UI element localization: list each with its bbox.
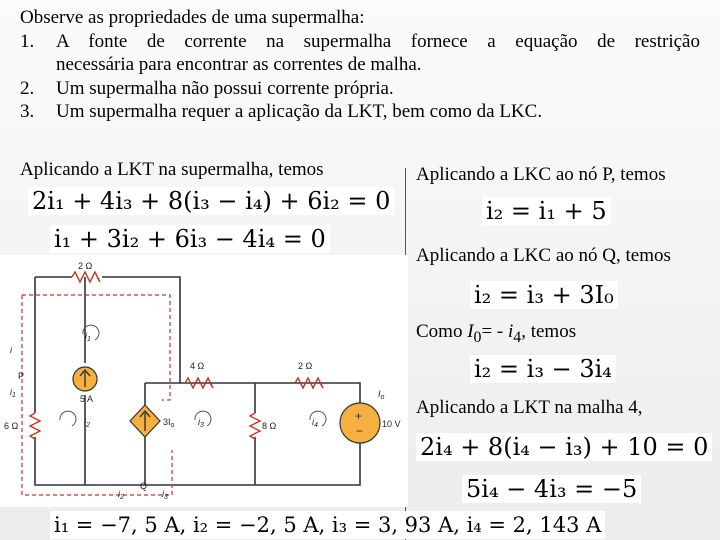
- item-text-cont: necessária para encontrar as correntes de malha.: [56, 54, 422, 75]
- property-item-2: [20, 77, 700, 101]
- label-dep-source: $3I_o$: [163, 417, 175, 429]
- intro-heading: Observe as propriedades de uma supermalha:: [20, 7, 365, 28]
- kcl-node-q-heading: Aplicando a LKC ao nó Q, temos: [416, 245, 671, 266]
- mesh-label-i1: $i_1$: [85, 331, 91, 343]
- kcl-node-q-equation: i₂ = i₃ + 3I₀: [470, 281, 618, 309]
- node-q-label: Q: [140, 481, 148, 491]
- supermesh-equation-1: 2i₁ + 4i₃ + 8(i₃ − i₄) + 6i₂ = 0: [28, 187, 394, 215]
- resistor-left: [30, 413, 40, 439]
- final-currents-result: i₁ = −7, 5 A, i₂ = −2, 5 A, i₃ = 3, 93 A, i₄ = 2, 143 A: [50, 511, 605, 539]
- svg-text:−: −: [356, 424, 364, 438]
- item-text: A fonte de corrente na supermalha fornece a equação de restrição: [56, 30, 700, 52]
- branch-label-i2: $i_2$: [118, 489, 124, 501]
- property-item-3: [20, 100, 700, 124]
- label-r-right-top: 2 Ω: [298, 361, 313, 371]
- resistor-top: [72, 272, 100, 282]
- node-p-label: P: [18, 371, 25, 381]
- label-r-center: 8 Ω: [262, 421, 277, 431]
- intro-section: [20, 6, 700, 124]
- label-10v: 10 V: [382, 419, 401, 429]
- item-number: 2.: [20, 77, 35, 99]
- como-line: Como $I_0= - i_4$, temos: [416, 321, 577, 346]
- property-item-1: [20, 30, 700, 54]
- branch-label-i1: $i_1$: [10, 387, 16, 399]
- mesh4-equation-1: 2i₄ + 8(i₄ − i₃) + 10 = 0: [416, 433, 712, 461]
- label-r-left: 6 Ω: [4, 421, 19, 431]
- current-label-io: $I_o$: [378, 389, 385, 401]
- item-number: 3.: [20, 101, 35, 122]
- branch-label-i3: $i_3$: [162, 489, 168, 501]
- item-number: 1.: [20, 30, 35, 52]
- mesh-label-i3: $i_3$: [198, 417, 204, 429]
- item-text: Um supermalha não possui corrente própria.: [56, 77, 394, 99]
- svg-text:+: +: [355, 409, 363, 423]
- kcl-node-p-heading: Aplicando a LKC ao nó P, temos: [416, 164, 666, 185]
- supermesh-kvl-heading: Aplicando a LKT na supermalha, temos: [20, 159, 324, 180]
- circuit-svg: [0, 255, 408, 507]
- mesh-label-i2: $i_2$: [84, 417, 90, 429]
- supermesh-equation-2: i₁ + 3i₂ + 6i₃ − 4i₄ = 0: [50, 225, 330, 253]
- current-label-i: i: [10, 345, 12, 355]
- item-text: Um supermalha requer a aplicação da LKT, bem como da LKC.: [56, 101, 543, 122]
- supermesh-outline: [22, 295, 172, 495]
- label-5a: 5 A: [80, 394, 94, 404]
- kcl-node-p-equation: i₂ = i₁ + 5: [482, 197, 611, 225]
- property-item-1-cont: [20, 53, 700, 77]
- mesh4-equation-2: 5i₄ − 4i₃ = −5: [462, 475, 641, 503]
- circuit-diagram: [0, 255, 408, 507]
- mesh-label-i4: $i_4$: [312, 417, 318, 429]
- resistor-center: [250, 413, 260, 439]
- label-r-mid: 4 Ω: [190, 361, 205, 371]
- io-substitution-equation: i₂ = i₃ − 3i₄: [470, 355, 616, 383]
- label-r-top: 2 Ω: [78, 261, 93, 271]
- mesh4-kvl-heading: Aplicando a LKT na malha 4,: [416, 397, 643, 418]
